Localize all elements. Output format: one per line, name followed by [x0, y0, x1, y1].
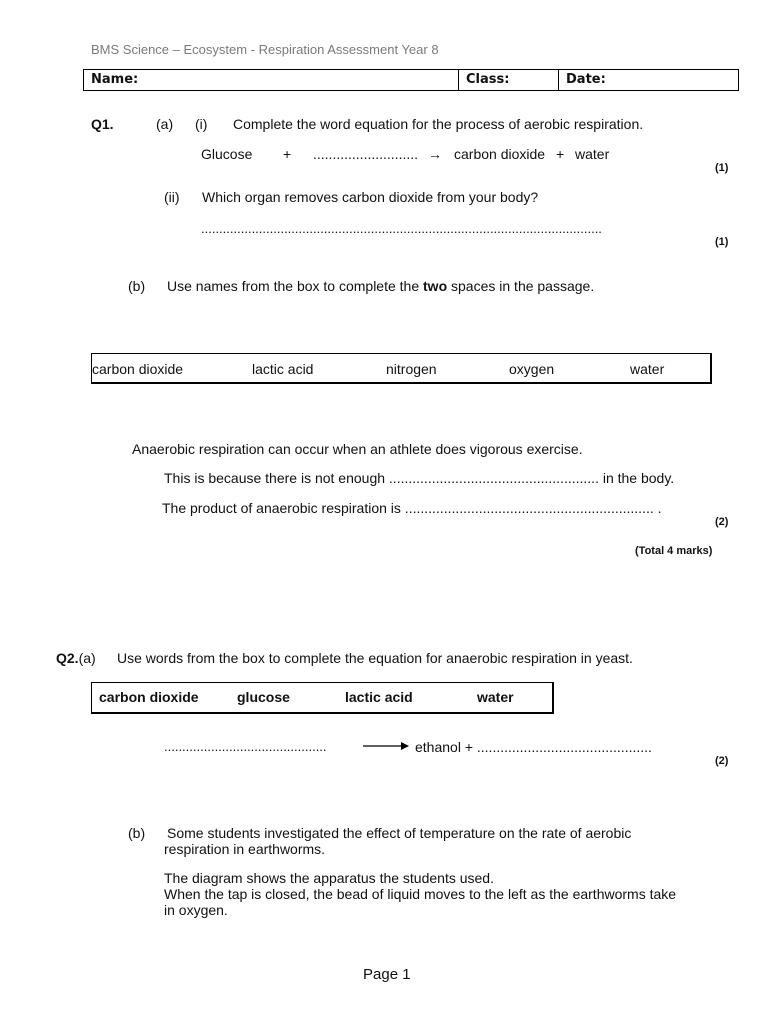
equation-blank[interactable]: ...........................: [313, 146, 419, 162]
q2-word-box: [91, 682, 554, 714]
q2-box-word-water: water: [477, 689, 514, 705]
q2-b-line-3: The diagram shows the apparatus the students used.: [164, 870, 494, 886]
q1-box-word-water: water: [630, 361, 665, 377]
q1-word-box: [91, 353, 712, 384]
name-field[interactable]: Name:: [84, 70, 459, 90]
q1-passage-line-2[interactable]: This is because there is not enough ...................................................... in the body.: [164, 470, 675, 486]
equation-arrow-icon: [362, 739, 410, 753]
q1-b-instruction-post: spaces in the passage.: [447, 278, 595, 294]
q1-box-word-lactic-acid: lactic acid: [252, 361, 314, 377]
q2-label: [56, 650, 96, 666]
student-info-table: [83, 69, 739, 91]
q1-passage-line-1: Anaerobic respiration can occur when an athlete does vigorous exercise.: [132, 441, 583, 457]
q1-i-question: Complete the word equation for the process of aerobic respiration.: [233, 116, 644, 132]
q1-passage-line-3[interactable]: The product of anaerobic respiration is ................................................................ .: [162, 500, 662, 516]
equation-water: water: [575, 146, 610, 162]
q1-box-word-carbon-dioxide: carbon dioxide: [92, 361, 184, 377]
q1-i-marks: (1): [715, 162, 729, 174]
page-number: Page 1: [363, 966, 411, 983]
q2-equation-right[interactable]: ethanol + .............................................: [415, 739, 652, 755]
q1-part-ii-label: (ii): [164, 189, 180, 205]
q1-total-marks: (Total 4 marks): [635, 545, 713, 557]
q1-number: Q1.: [91, 116, 114, 132]
q2-number: Q2.: [56, 650, 79, 666]
q1-part-i-label: (i): [195, 116, 208, 132]
q2-b-line-2: respiration in earthworms.: [164, 841, 326, 857]
q1-box-word-nitrogen: nitrogen: [386, 361, 437, 377]
equation-carbon-dioxide: carbon dioxide: [454, 146, 546, 162]
q1-ii-marks: (1): [715, 236, 729, 248]
equation-plus-2: +: [556, 146, 565, 162]
document-header: BMS Science – Ecosystem - Respiration Assessment Year 8: [91, 42, 439, 57]
q2-a-instruction: Use words from the box to complete the equation for anaerobic respiration in yeast.: [117, 650, 633, 666]
q2-box-word-carbon-dioxide: carbon dioxide: [99, 689, 199, 705]
class-field[interactable]: Class:: [459, 70, 559, 90]
date-field[interactable]: Date:: [566, 72, 606, 87]
q1-b-marks: (2): [715, 516, 729, 528]
q2-b-line-5: in oxygen.: [164, 902, 228, 918]
q1-b-instruction-bold: two: [423, 278, 448, 294]
equation-glucose: Glucose: [201, 146, 253, 162]
q2-b-line-4: When the tap is closed, the bead of liquid moves to the left as the earthworms take: [164, 886, 677, 902]
q2-box-word-glucose: glucose: [237, 689, 290, 705]
q2-b-line-1: Some students investigated the effect of temperature on the rate of aerobic: [167, 825, 632, 841]
q1-ii-answer-line[interactable]: ...............................................................................................................: [201, 221, 602, 236]
q2-equation-blank-left[interactable]: .............................................: [164, 739, 327, 754]
q1-part-b-label: (b): [128, 278, 146, 294]
q1-b-instruction-pre: Use names from the box to complete the: [167, 278, 424, 294]
q1-b-instruction: [167, 278, 594, 294]
equation-plus: +: [283, 146, 292, 162]
q1-part-a-label: (a): [156, 116, 174, 132]
q1-ii-question: Which organ removes carbon dioxide from your body?: [202, 189, 539, 205]
q1-box-word-oxygen: oxygen: [509, 361, 555, 377]
q2-box-word-lactic-acid: lactic acid: [345, 689, 413, 705]
q2-a-marks: (2): [715, 755, 729, 767]
q2-part-a-label: (a): [78, 650, 96, 666]
equation-arrow: →: [428, 146, 442, 162]
q2-part-b-label: (b): [128, 825, 146, 841]
